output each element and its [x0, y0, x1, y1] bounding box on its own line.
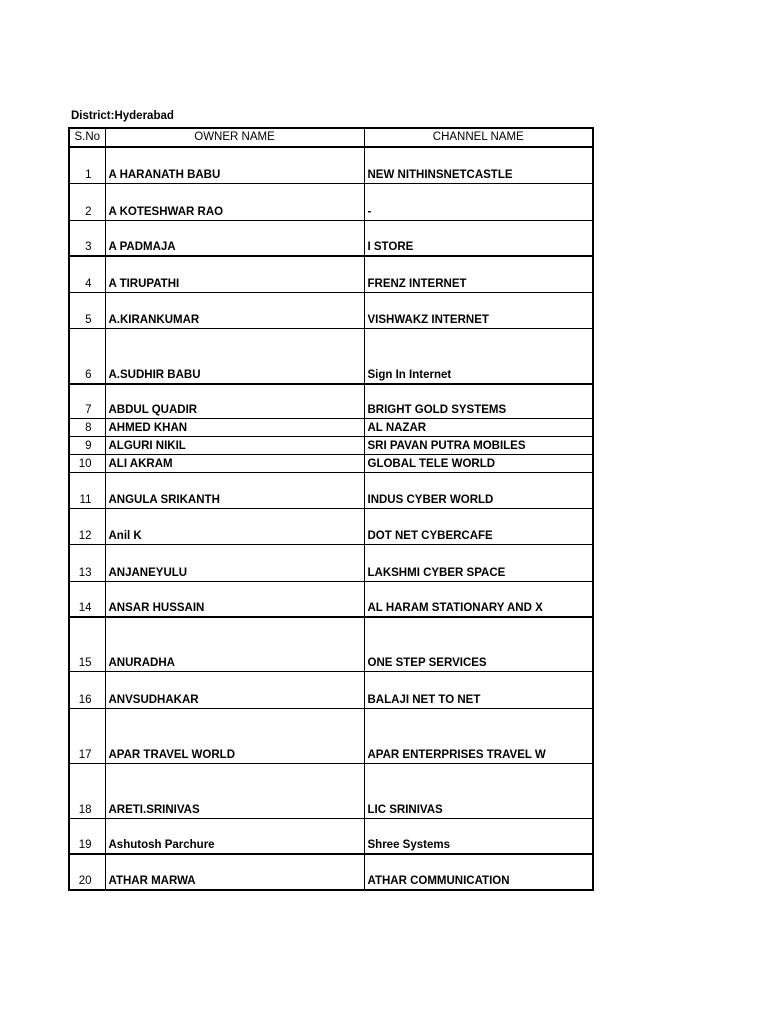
table-row — [69, 454, 593, 472]
row-owner-name: Ashutosh Parchure — [105, 818, 364, 854]
row-owner-name: A KOTESHWAR RAO — [105, 183, 364, 220]
row-owner-name: A.SUDHIR BABU — [105, 328, 364, 384]
table-row — [69, 544, 593, 581]
row-sno: 11 — [69, 472, 105, 508]
table-row — [69, 292, 593, 328]
table-row — [69, 581, 593, 617]
table-row — [69, 220, 593, 256]
row-owner-name: ATHAR MARWA — [105, 854, 364, 890]
table-row — [69, 183, 593, 220]
row-owner-name: ALI AKRAM — [105, 454, 364, 472]
row-sno: 19 — [69, 818, 105, 854]
row-sno: 1 — [69, 147, 105, 183]
row-sno: 2 — [69, 183, 105, 220]
row-channel-name: INDUS CYBER WORLD — [364, 472, 593, 508]
row-owner-name: ANJANEYULU — [105, 544, 364, 581]
row-channel-name: BALAJI NET TO NET — [364, 671, 593, 708]
row-sno: 15 — [69, 617, 105, 671]
row-sno: 12 — [69, 508, 105, 544]
table-row — [69, 418, 593, 436]
row-sno: 9 — [69, 436, 105, 454]
row-sno: 7 — [69, 384, 105, 418]
row-channel-name: ONE STEP SERVICES — [364, 617, 593, 671]
table-row — [69, 617, 593, 671]
row-channel-name: LIC SRINIVAS — [364, 763, 593, 818]
table-header-row — [69, 128, 593, 147]
column-header-sno: S.No — [69, 128, 105, 147]
row-sno: 16 — [69, 671, 105, 708]
row-owner-name: AHMED KHAN — [105, 418, 364, 436]
row-sno: 4 — [69, 256, 105, 292]
row-owner-name: ANURADHA — [105, 617, 364, 671]
table-row — [69, 147, 593, 183]
row-owner-name: Anil K — [105, 508, 364, 544]
row-sno: 13 — [69, 544, 105, 581]
table-row — [69, 256, 593, 292]
row-sno: 20 — [69, 854, 105, 890]
row-sno: 10 — [69, 454, 105, 472]
row-owner-name: ANVSUDHAKAR — [105, 671, 364, 708]
row-channel-name: SRI PAVAN PUTRA MOBILES — [364, 436, 593, 454]
row-sno: 18 — [69, 763, 105, 818]
table-row — [69, 708, 593, 763]
table-row — [69, 854, 593, 890]
row-channel-name: Sign In Internet — [364, 328, 593, 384]
row-sno: 3 — [69, 220, 105, 256]
row-channel-name: APAR ENTERPRISES TRAVEL W — [364, 708, 593, 763]
row-owner-name: A PADMAJA — [105, 220, 364, 256]
owner-channel-table — [68, 127, 594, 891]
row-sno: 8 — [69, 418, 105, 436]
row-channel-name: NEW NITHINSNETCASTLE — [364, 147, 593, 183]
table-row — [69, 384, 593, 418]
row-channel-name: FRENZ INTERNET — [364, 256, 593, 292]
row-owner-name: A TIRUPATHI — [105, 256, 364, 292]
table-row — [69, 763, 593, 818]
row-channel-name: AL NAZAR — [364, 418, 593, 436]
table-row — [69, 671, 593, 708]
row-sno: 14 — [69, 581, 105, 617]
row-channel-name: ATHAR COMMUNICATION — [364, 854, 593, 890]
row-owner-name: ARETI.SRINIVAS — [105, 763, 364, 818]
row-channel-name: BRIGHT GOLD SYSTEMS — [364, 384, 593, 418]
row-owner-name: ANSAR HUSSAIN — [105, 581, 364, 617]
row-owner-name: A.KIRANKUMAR — [105, 292, 364, 328]
row-channel-name: LAKSHMI CYBER SPACE — [364, 544, 593, 581]
row-channel-name: VISHWAKZ INTERNET — [364, 292, 593, 328]
row-channel-name: Shree Systems — [364, 818, 593, 854]
row-owner-name: APAR TRAVEL WORLD — [105, 708, 364, 763]
table-row — [69, 472, 593, 508]
row-owner-name: ANGULA SRIKANTH — [105, 472, 364, 508]
row-sno: 5 — [69, 292, 105, 328]
row-owner-name: A HARANATH BABU — [105, 147, 364, 183]
table-row — [69, 328, 593, 384]
row-owner-name: ABDUL QUADIR — [105, 384, 364, 418]
row-owner-name: ALGURI NIKIL — [105, 436, 364, 454]
row-sno: 17 — [69, 708, 105, 763]
row-channel-name: - — [364, 183, 593, 220]
column-header-channel-name: CHANNEL NAME — [364, 128, 593, 147]
column-header-owner-name: OWNER NAME — [105, 128, 364, 147]
row-sno: 6 — [69, 328, 105, 384]
table-row — [69, 508, 593, 544]
table-row — [69, 436, 593, 454]
row-channel-name: DOT NET CYBERCAFE — [364, 508, 593, 544]
row-channel-name: GLOBAL TELE WORLD — [364, 454, 593, 472]
table-row — [69, 818, 593, 854]
row-channel-name: AL HARAM STATIONARY AND X — [364, 581, 593, 617]
district-title: District:Hyderabad — [71, 110, 174, 122]
row-channel-name: I STORE — [364, 220, 593, 256]
